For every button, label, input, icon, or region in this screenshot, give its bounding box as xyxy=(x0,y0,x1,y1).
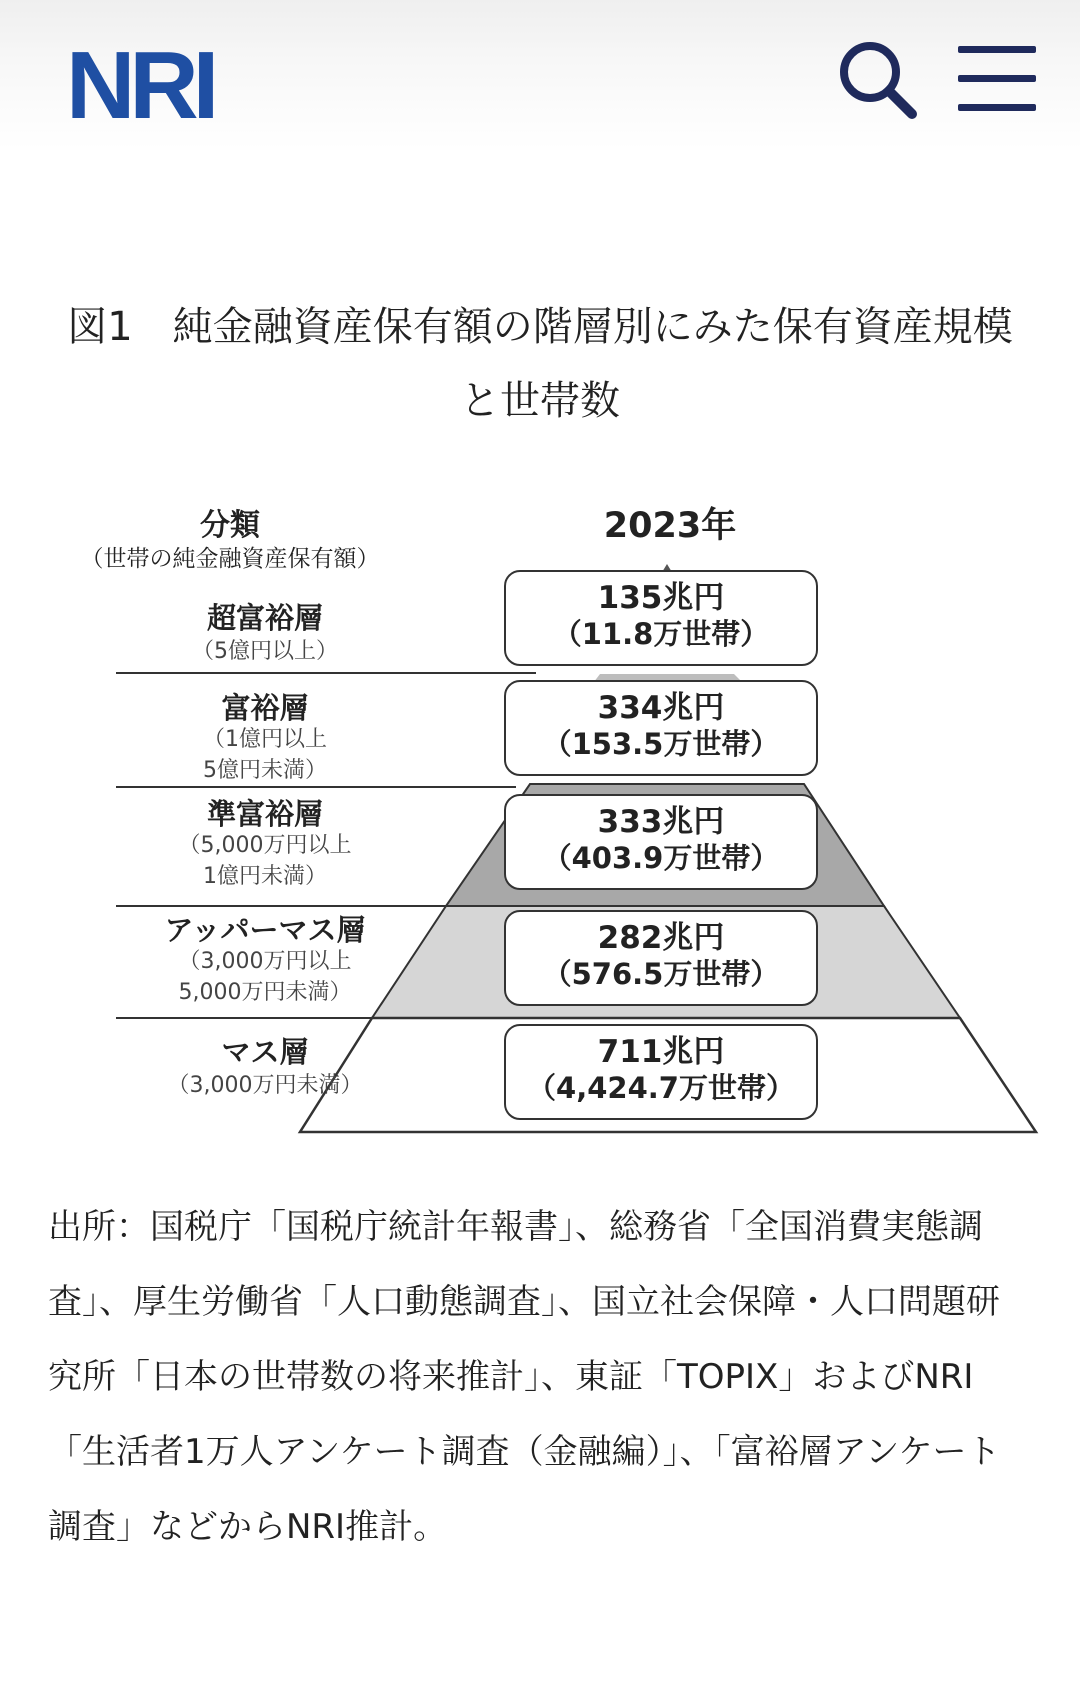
tier-5-name: マス層 xyxy=(221,1035,309,1069)
tier-3-range-line1: （5,000万円以上 xyxy=(178,833,352,858)
tier-2-range-line1: （1億円以上 xyxy=(203,727,327,752)
tier-5-assets: 711兆円 xyxy=(597,1034,725,1070)
tier-separator xyxy=(116,905,450,907)
tier-5-households: （4,424.7万世帯） xyxy=(527,1071,795,1105)
classification-header: 分類 xyxy=(200,508,260,543)
tier-4-range-line1: （3,000万円以上 xyxy=(178,949,352,974)
tier-2-value-box xyxy=(504,680,818,776)
tier-2-range-line2: 5億円未満） xyxy=(203,758,327,783)
nri-logo[interactable]: NRI xyxy=(66,32,214,139)
tier-separator xyxy=(116,786,516,788)
tier-1-name: 超富裕層 xyxy=(206,601,323,635)
tier-1-households: （11.8万世帯） xyxy=(552,617,770,651)
tier-3-assets: 333兆円 xyxy=(597,804,725,840)
tier-2-households: （153.5万世帯） xyxy=(542,727,780,761)
tier-4-name: アッパーマス層 xyxy=(164,913,366,947)
year-header: 2023年 xyxy=(603,506,737,546)
tier-separator xyxy=(116,672,536,674)
source-note: 出所：国税庁「国税庁統計年報書」、総務省「全国消費実態調査」、厚生労働省「人口動態調査」、国立社会保障・人口問題研究所「日本の世帯数の将来推計」、東証「TOPIX」およびNRI「生活者1万人アンケート調査（金融編）」、「富裕層アンケート調査」などからNRI推計。 xyxy=(48,1207,1001,1547)
tier-3-name: 準富裕層 xyxy=(206,797,323,831)
tier-3-range-line2: 1億円未満） xyxy=(203,864,327,889)
tier-4-assets: 282兆円 xyxy=(597,920,725,956)
tier-3-value-box xyxy=(504,794,818,890)
tier-3-households: （403.9万世帯） xyxy=(542,841,780,875)
figure-title: 図1 純金融資産保有額の階層別にみた保有資産規模と世帯数 xyxy=(67,304,1013,424)
tier-1-assets: 135兆円 xyxy=(597,580,725,616)
tier-1-value-box xyxy=(504,570,818,666)
tier-5-value-box xyxy=(504,1024,818,1120)
tier-4-value-box xyxy=(504,910,818,1006)
tier-2-name: 富裕層 xyxy=(221,691,309,725)
classification-subheader: （世帯の純金融資産保有額） xyxy=(80,546,380,572)
tier-5-range: （3,000万円未満） xyxy=(167,1073,363,1098)
tier-separator xyxy=(116,1017,372,1019)
tier-1-range: （5億円以上） xyxy=(192,639,338,664)
tier-2-assets: 334兆円 xyxy=(597,690,725,726)
tier-4-range-line2: 5,000万円未満） xyxy=(178,980,352,1005)
tier-4-households: （576.5万世帯） xyxy=(542,957,780,991)
